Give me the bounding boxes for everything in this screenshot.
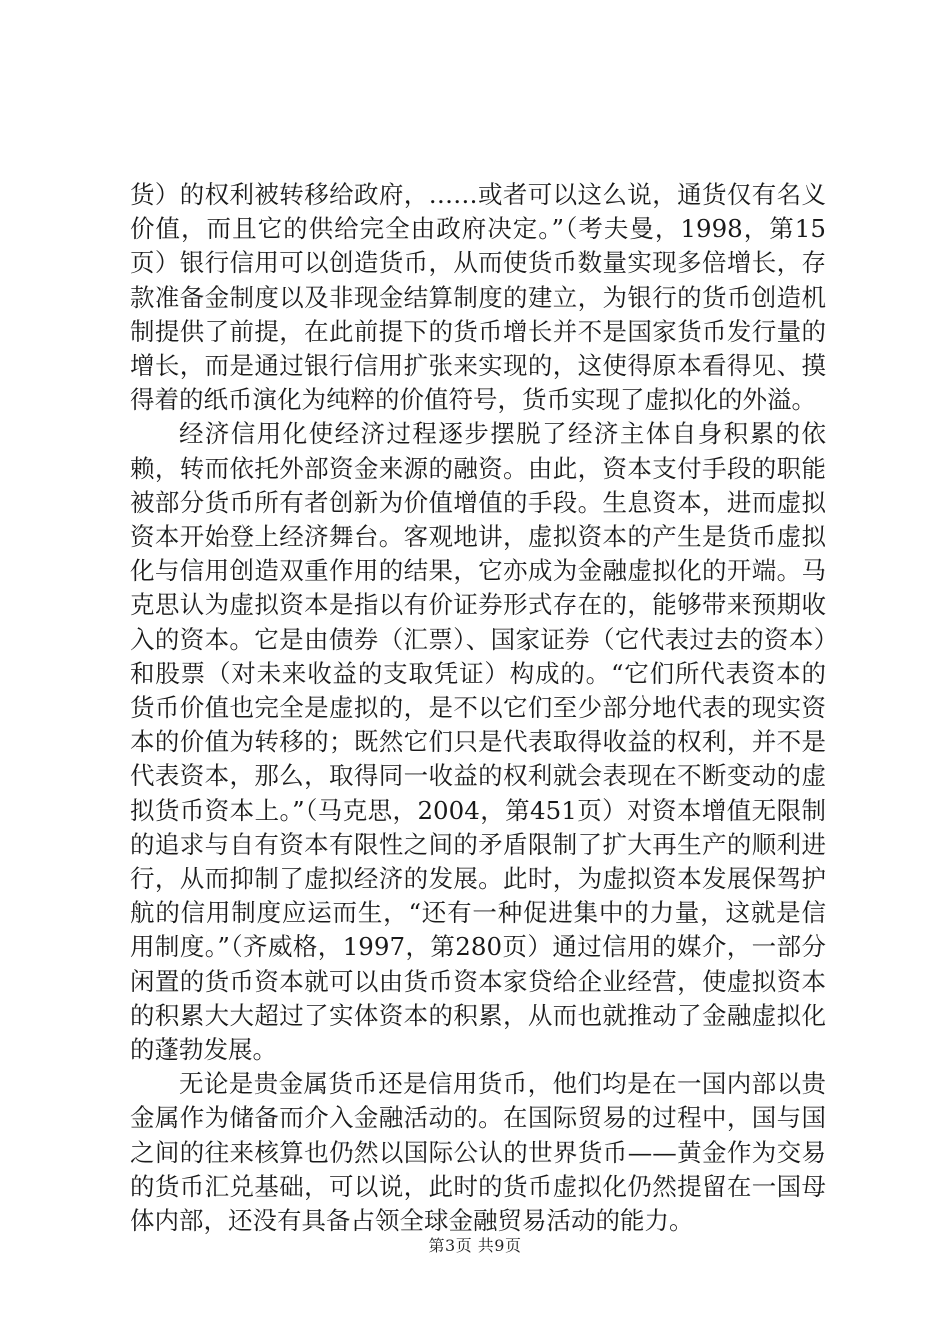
- document-body: [130, 178, 826, 1238]
- paragraph-virtual-capital: 经济信用化使经济过程逐步摆脱了经济主体自身积累的依赖，转而依托外部资金来源的融资。由此，资本支付手段的职能被部分货币所有者创新为价值增值的手段。生息资本，进而虚拟资本开始登上经济舞台。客观地讲，虚拟资本的产生是货币虚拟化与信用创造双重作用的结果，它亦成为金融虚拟化的开端。马克思认为虚拟资本是指以有价证券形式存在的，能够带来预期收入的资本。它是由债券（汇票）、国家证券（它代表过去的资本）和股票（对未来收益的支取凭证）构成的。“它们所代表资本的货币价值也完全是虚拟的，是不以它们至少部分地代表的现实资本的价值为转移的；既然它们只是代表取得收益的权利，并不是代表资本，那么，取得同一收益的权利就会表现在不断变动的虚拟货币资本上。”（马克思，2004，第451页）对资本增值无限制的追求与自有资本有限性之间的矛盾限制了扩大再生产的顺利进行，从而抑制了虚拟经济的发展。此时，为虚拟资本发展保驾护航的信用制度应运而生，“还有一种促进集中的力量，这就是信用制度。”（齐威格，1997，第280页）通过信用的媒介，一部分闲置的货币资本就可以由货币资本家贷给企业经营，使虚拟资本的积累大大超过了实体资本的积累，从而也就推动了金融虚拟化的蓬勃发展。: [130, 419, 826, 1065]
- paragraph-precious-metal: 无论是贵金属货币还是信用货币，他们均是在一国内部以贵金属作为储备而介入金融活动的。在国际贸易的过程中，国与国之间的往来核算也仍然以国际公认的世界货币——黄金作为交易的货币汇兑基础，可以说，此时的货币虚拟化仍然提留在一国母体内部，还没有具备占领全球金融贸易活动的能力。: [130, 1069, 826, 1236]
- paragraph-continuation: 货）的权利被转移给政府，……或者可以这么说，通货仅有名义价值，而且它的供给完全由政府决定。”（考夫曼，1998，第15页）银行信用可以创造货币，从而使货币数量实现多倍增长，存款准备金制度以及非现金结算制度的建立，为银行的货币创造机制提供了前提，在此前提下的货币增长并不是国家货币发行量的增长，而是通过银行信用扩张来实现的，这使得原本看得见、摸得着的纸币演化为纯粹的价值符号，货币实现了虚拟化的外溢。: [130, 180, 826, 415]
- page-footer: 第3页 共9页: [428, 1236, 522, 1255]
